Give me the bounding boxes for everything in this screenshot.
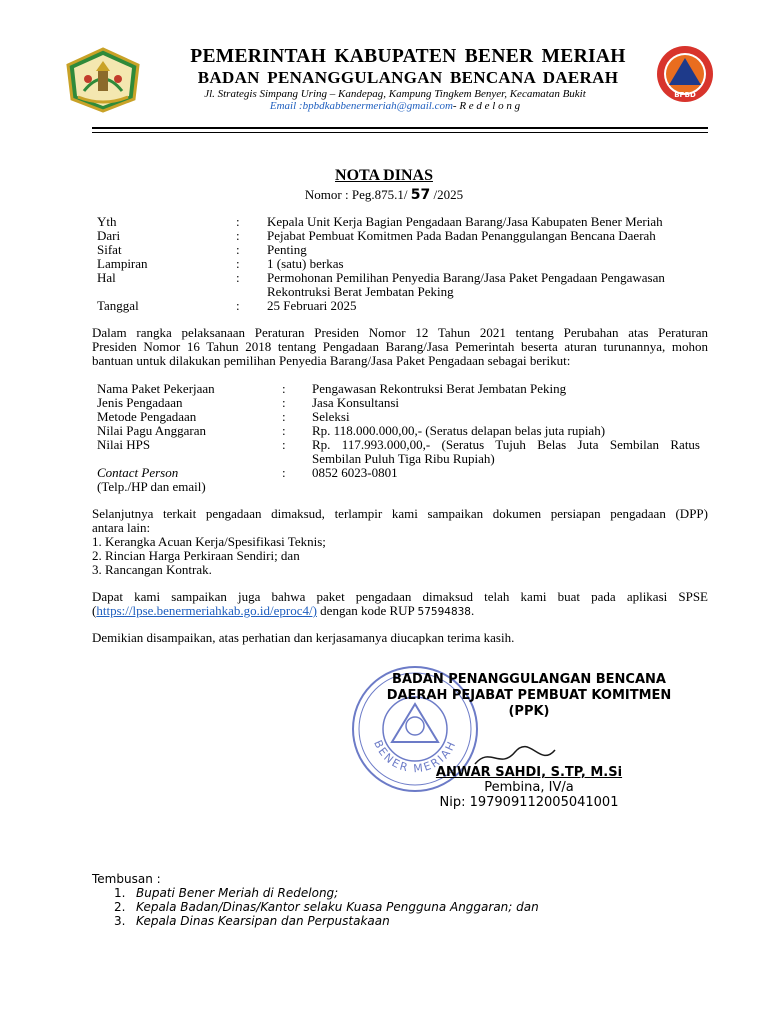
- signature-agency-line2: DAERAH PEJABAT PEMBUAT KOMITMEN: [386, 688, 672, 703]
- list-item: 3. Kepala Dinas Kearsipan dan Perpustakaan: [114, 914, 390, 928]
- header-city: - R e d e l o n g: [452, 100, 521, 112]
- header-government: PEMERINTAH KABUPATEN BENER MERIAH: [190, 46, 626, 67]
- header-email[interactable]: Email :bpbdkabbenermeriah@gmail.com: [269, 100, 453, 112]
- header-address: Jl. Strategis Simpang Uring – Kandepag, Kampung Tingkem Benyer, Kecamatan Bukit: [204, 88, 586, 100]
- header-rule-thin: [92, 132, 708, 133]
- tembusan-title: Tembusan :: [92, 872, 161, 886]
- list-item: 3. Rancangan Kontrak.: [92, 562, 212, 577]
- rup-code: 57594838: [417, 606, 471, 618]
- document-number: Nomor : Peg.875.1/ 57 /2025: [304, 187, 464, 203]
- bpbd-logo-icon: [656, 45, 714, 103]
- regency-crest-icon: [64, 47, 142, 113]
- signature-rank: Pembina, IV/a: [484, 780, 574, 795]
- list-item: 1. Kerangka Acuan Kerja/Spesifikasi Teknis;: [92, 534, 326, 549]
- tembusan-section: [92, 872, 539, 928]
- signature-name: ANWAR SAHDI, S.TP, M.Si: [435, 765, 623, 780]
- stamp-text: BENER MERIAH: [371, 738, 459, 776]
- bpbd-logo-text: BPBD: [674, 91, 696, 99]
- header-rule-thick: [92, 127, 708, 129]
- signature-agency-line1: BADAN PENANGGULANGAN BENCANA: [392, 672, 666, 687]
- signature-nip: Nip: 197909112005041001: [439, 795, 619, 810]
- header-agency: BADAN PENANGGULANGAN BENCANA DAERAH: [197, 68, 619, 87]
- list-item: 1. Bupati Bener Meriah di Redelong;: [114, 886, 339, 900]
- follow-paragraph: Selanjutnya terkait pengadaan dimaksud, terlampir kami sampaikan dokumen persiapan pengadaan (DPP) antara lain:: [92, 506, 708, 535]
- list-item: 2. Kepala Badan/Dinas/Kantor selaku Kuasa Pengguna Anggaran; dan: [114, 900, 539, 914]
- spse-paragraph: Dapat kami sampaikan juga bahwa paket pengadaan dimaksud telah kami buat pada aplikasi SPSE (https://lpse.benermeriahkab.go.id/eproc4/) dengan kode RUP 57594838.: [92, 589, 708, 618]
- closing-paragraph: Demikian disampaikan, atas perhatian dan kerjasamanya diucapkan terima kasih.: [92, 630, 515, 645]
- list-item: 2. Rincian Harga Perkiraan Sendiri; dan: [92, 548, 300, 563]
- document-title: NOTA DINAS: [335, 167, 433, 184]
- document-number-value: 57: [410, 187, 431, 203]
- spse-link[interactable]: https://lpse.benermeriahkab.go.id/eproc4/): [96, 603, 317, 618]
- intro-paragraph: Dalam rangka pelaksanaan Peraturan Presiden Nomor 12 Tahun 2021 tentang Perubahan atas Peraturan Presiden Nomor 16 Tahun 2018 tentang Pengadaan Barang/Jasa Pemerintah beserta aturan turunannya, mohon bantuan untuk dilakukan pemilihan Penyedia Barang/Jasa Paket Pengadaan sebagai berikut:: [92, 325, 708, 368]
- signature-ppk: (PPK): [508, 704, 550, 719]
- dpp-list: [92, 535, 326, 577]
- header-contact: [160, 100, 630, 112]
